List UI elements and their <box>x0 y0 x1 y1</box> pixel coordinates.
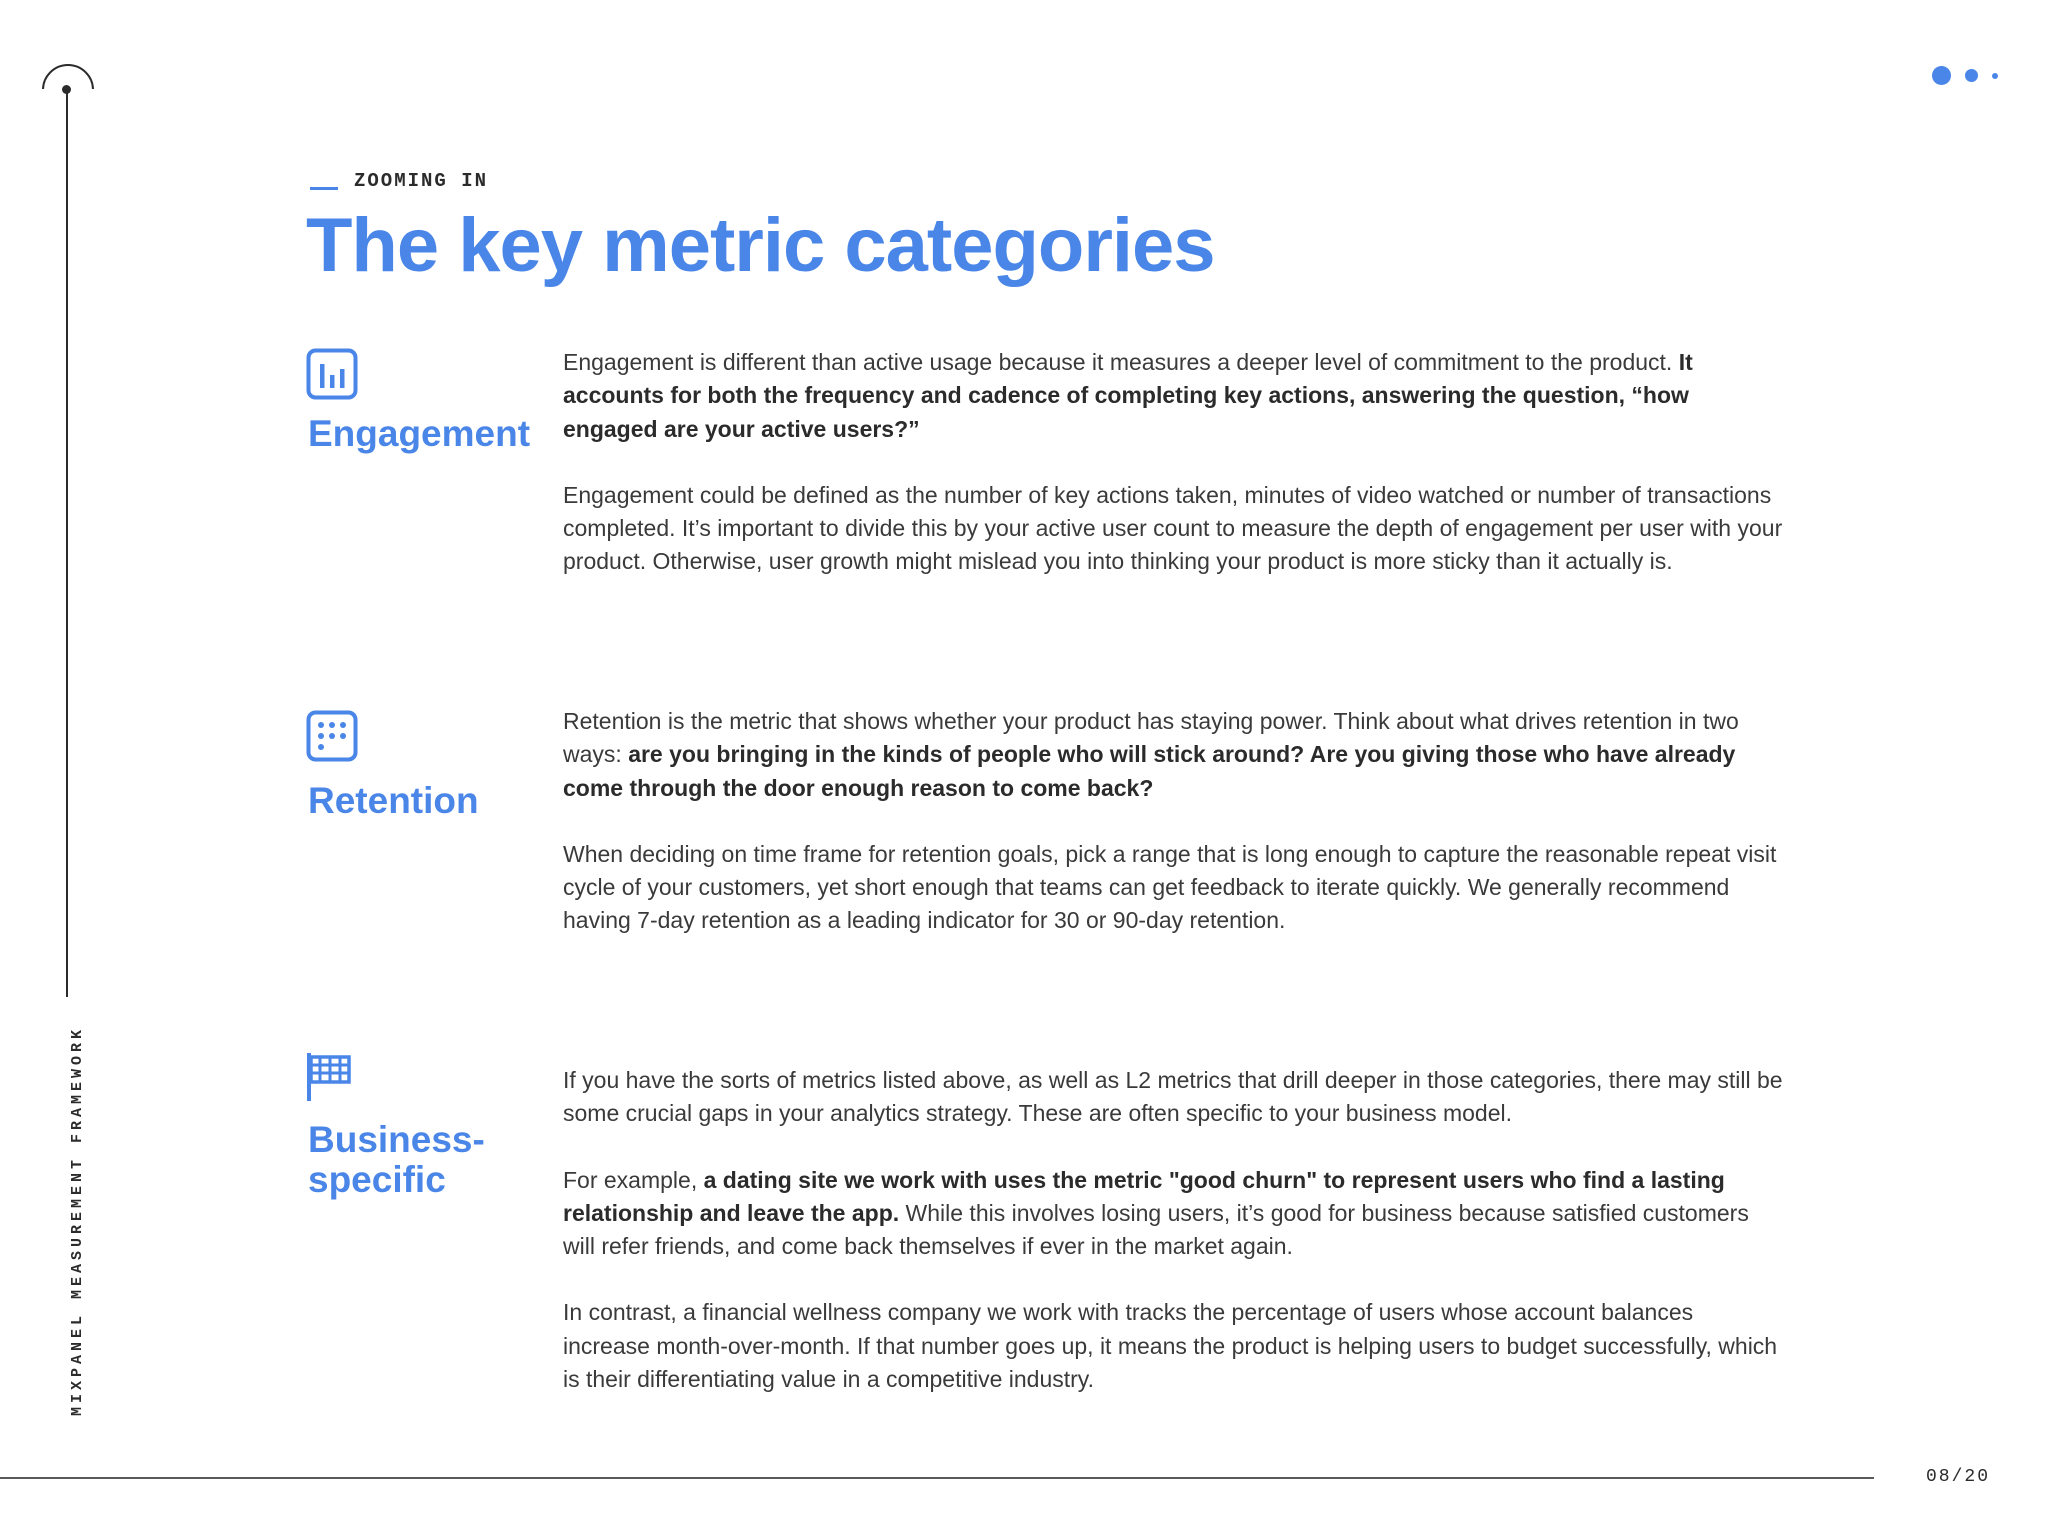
paragraph <box>563 1064 1783 1131</box>
paragraph <box>563 479 1783 579</box>
paragraph <box>563 705 1783 805</box>
dot-grid-icon <box>306 710 358 767</box>
paragraph <box>563 1164 1783 1264</box>
paragraph <box>563 346 1783 446</box>
page-title: The key metric categories <box>306 203 1215 288</box>
paragraph <box>563 838 1783 938</box>
rail-line <box>66 90 68 997</box>
paragraph <box>563 1296 1783 1396</box>
text-run: Retention is the metric that shows whether your product has staying power. Think about what drives retention in two ways: <box>563 708 1739 768</box>
bold-run: It accounts for both the frequency and cadence of completing key actions, answering the question, “how engaged are your active users?” <box>563 349 1693 442</box>
retention-body <box>563 705 1783 971</box>
eyebrow-dash <box>310 187 338 190</box>
bold-run: a dating site we work with uses the metric "good churn" to represent users who find a lasting relationship and leave the app. <box>563 1166 1725 1226</box>
category-title-business-specific <box>308 1120 485 1200</box>
title-line: Business- <box>308 1119 485 1160</box>
eyebrow <box>310 170 488 192</box>
text-run: Engagement is different than active usage because it measures a deeper level of commitment to the product. <box>563 349 1679 375</box>
text-run: While this involves losing users, it’s good for business because satisfied customers will refer friends, and come back themselves if ever in the market again. <box>563 1199 1749 1260</box>
bold-run: are you bringing in the kinds of people who will stick around? Are you giving those who have already come through the door enough reason to come back? <box>563 741 1736 801</box>
text-run: If you have the sorts of metrics listed above, as well as L2 metrics that drill deeper in those categories, there may still be some crucial gaps in your analytics strategy. These are often specific to your business model. <box>563 1067 1783 1127</box>
business-specific-body <box>563 1064 1783 1429</box>
side-label: MIXPANEL MEASUREMENT FRAMEWORK <box>69 1025 86 1416</box>
category-title-engagement: Engagement <box>308 413 531 454</box>
dot-medium <box>1965 69 1978 82</box>
text-run: When deciding on time frame for retention goals, pick a range that is long enough to capture the reasonable repeat visit cycle of your customers, yet short enough that teams can get feedback to iterate quickly. We generally recommend having 7-day retention as a leading indicator for 30 or 90-day retention. <box>563 840 1777 934</box>
title-line: specific <box>308 1159 446 1200</box>
text-run: In contrast, a financial wellness company we work with tracks the percentage of users whose account balances increase month-over-month. If that number goes up, it means the product is helping users to budget successfully, which is their differentiating value in a competitive industry. <box>563 1299 1778 1393</box>
page-indicator-dots <box>1932 66 1998 85</box>
engagement-body <box>563 346 1783 612</box>
eyebrow-text: ZOOMING IN <box>354 170 489 192</box>
text-run: For example, <box>563 1166 704 1193</box>
dot-small <box>1992 73 1998 79</box>
page-number: 08/20 <box>1925 1467 1990 1487</box>
category-title-retention: Retention <box>308 780 479 821</box>
flag-grid-icon <box>306 1052 352 1107</box>
dot-large <box>1932 66 1951 85</box>
footer-divider <box>0 1477 1874 1479</box>
text-run: Engagement could be defined as the number of key actions taken, minutes of video watched or number of transactions completed. It’s important to divide this by your active user count to measure the depth of engagement per user with your product. Otherwise, user growth might mislead you into thinking your product is more sticky than it actually is. <box>563 481 1783 575</box>
bar-chart-icon <box>306 348 358 405</box>
